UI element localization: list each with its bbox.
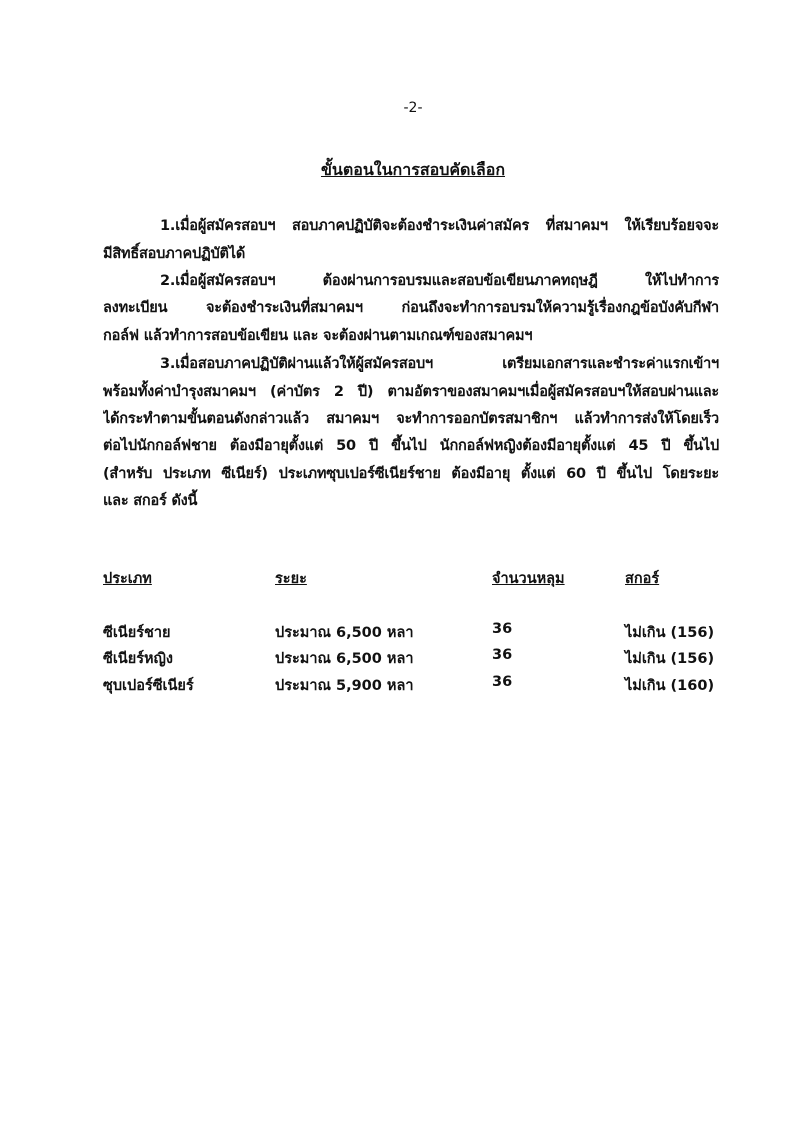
cell-category: ซุบเปอร์ซีเนียร์ — [103, 678, 194, 694]
cell-distance: ประมาณ 6,500 หลา — [275, 651, 414, 667]
paragraph-line: ต่อไปนักกอล์ฟชาย ต้องมีอายุตั้งแต่ 50 ปี ขึ้นไป นักกอล์ฟหญิงต้องมีอายุตั้งแต่ 45 ปี ขึ้นไป — [103, 438, 719, 454]
header-distance: ระยะ — [275, 571, 307, 587]
header-category: ประเภท — [103, 571, 152, 587]
cell-score: ไม่เกิน (156) — [625, 625, 715, 641]
cell-holes: 36 — [492, 647, 513, 663]
paragraph-line: 3.เมื่อสอบภาคปฏิบัติผ่านแล้วให้ผู้สมัครสอบฯ เตรียมเอกสารและชำระค่าแรกเข้าฯ — [160, 356, 719, 372]
paragraph-line: ลงทะเบียน จะต้องชำระเงินที่สมาคมฯ ก่อนถึงจะทำการอบรมให้ความรู้เรื่องกฎข้อบังคับกีฬา — [103, 300, 719, 316]
page-number: -2- — [403, 100, 423, 116]
cell-score: ไม่เกิน (160) — [625, 678, 715, 694]
cell-category: ซีเนียร์ชาย — [103, 625, 171, 641]
cell-category: ซีเนียร์หญิง — [103, 651, 173, 667]
cell-holes: 36 — [492, 674, 513, 690]
page-title: ขั้นตอนในการสอบคัดเลือก — [320, 160, 506, 179]
cell-holes: 36 — [492, 621, 513, 637]
paragraph-line: 2.เมื่อผู้สมัครสอบฯ ต้องผ่านการอบรมและสอบข้อเขียนภาคทฤษฎี ให้ไปทำการ — [160, 273, 719, 289]
paragraph-line: พร้อมทั้งค่าบำรุงสมาคมฯ (ค่าบัตร 2 ปี) ตามอัตราของสมาคมฯเมื่อผู้สมัครสอบฯให้สอบผ่านและ — [103, 384, 719, 400]
header-score: สกอร์ — [625, 571, 660, 587]
cell-distance: ประมาณ 5,900 หลา — [275, 678, 414, 694]
paragraph-line: และ สกอร์ ดังนี้ — [103, 493, 198, 509]
paragraph-line: ได้กระทำตามขั้นตอนดังกล่าวแล้ว สมาคมฯ จะทำการออกบัตรสมาชิกฯ แล้วทำการส่งให้โดยเร็ว — [103, 411, 719, 427]
cell-score: ไม่เกิน (156) — [625, 651, 715, 667]
paragraph-line: 1.เมื่อผู้สมัครสอบฯ สอบภาคปฏิบัติจะต้องชำระเงินค่าสมัคร ที่สมาคมฯ ให้เรียบร้อยจจะ — [160, 218, 719, 234]
cell-distance: ประมาณ 6,500 หลา — [275, 625, 414, 641]
paragraph-line: กอล์ฟ แล้วทำการสอบข้อเขียน และ จะต้องผ่านตามเกณฑ์ของสมาคมฯ — [103, 328, 533, 344]
paragraph-line: มีสิทธิ์สอบภาคปฏิบัติได้ — [103, 246, 246, 262]
paragraph-line: (สำหรับ ประเภท ซีเนียร์) ประเภทซุบเปอร์ซีเนียร์ชาย ต้องมีอายุ ตั้งแต่ 60 ปี ขึ้นไป โดยระยะ — [103, 466, 719, 482]
header-holes: จำนวนหลุม — [492, 571, 565, 587]
